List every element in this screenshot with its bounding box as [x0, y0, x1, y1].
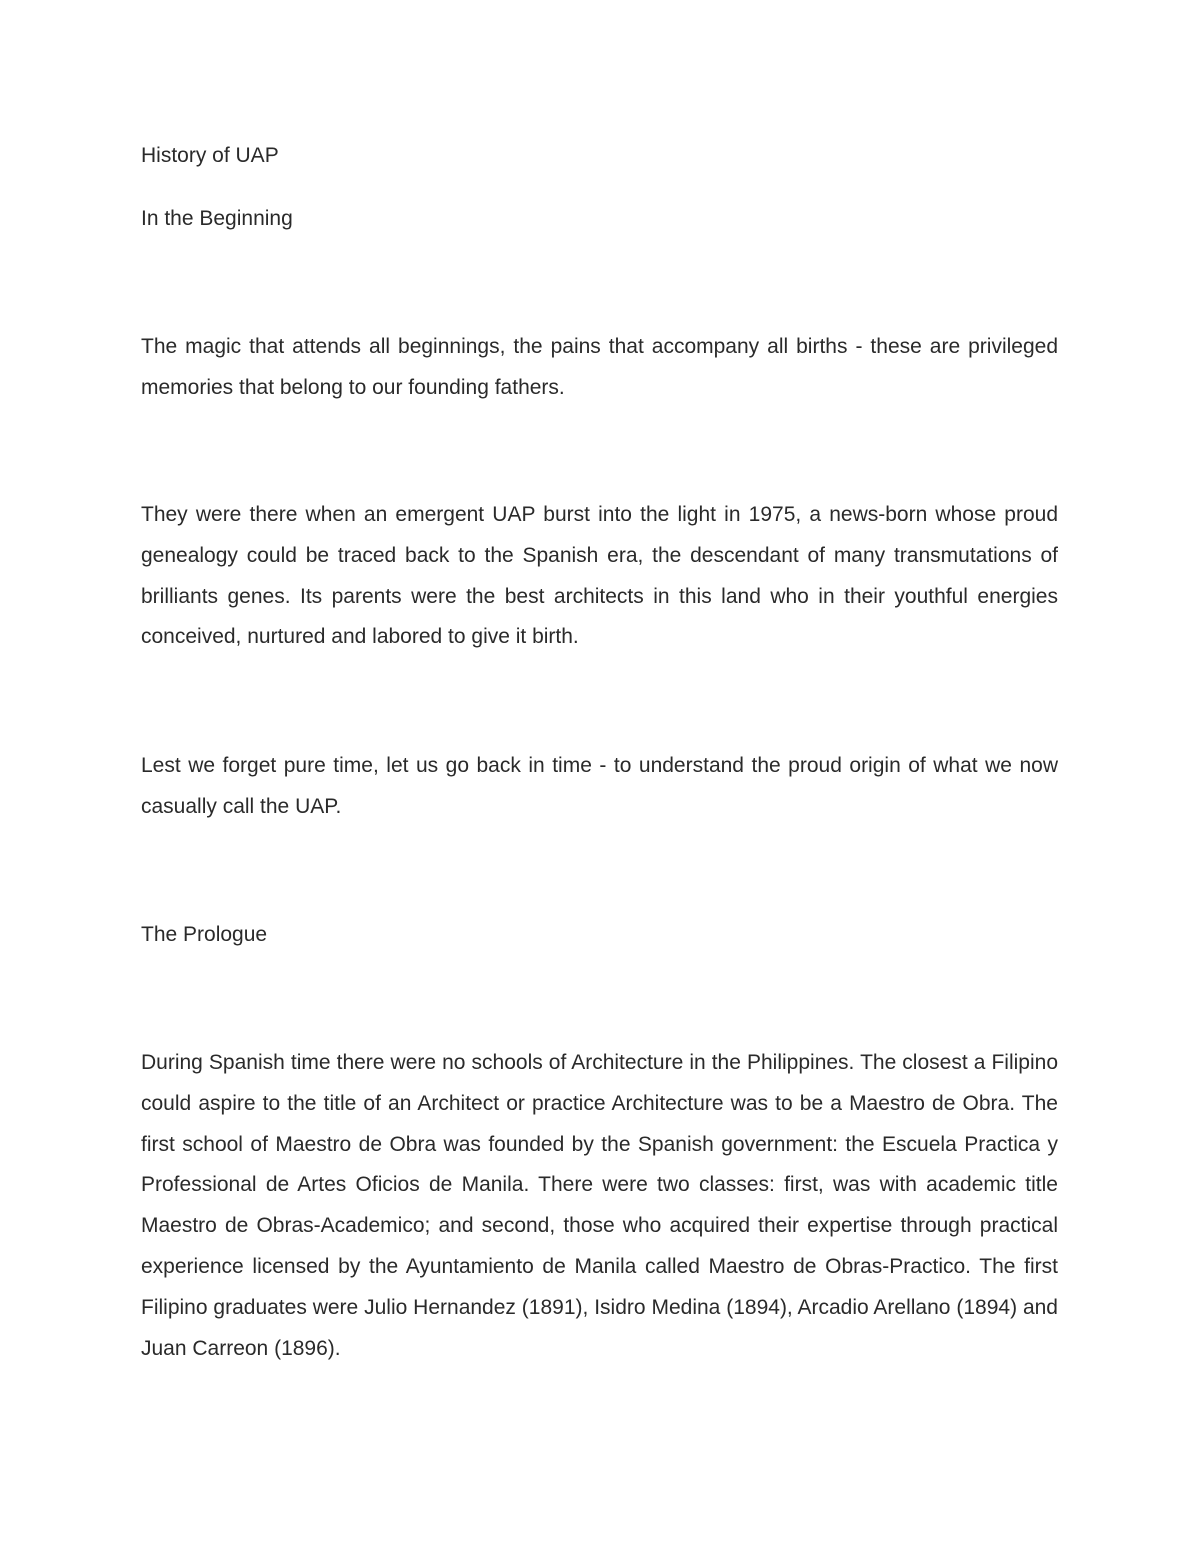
paragraph-lest-we-forget: Lest we forget pure time, let us go back in time - to understand the proud origin of what we now casually call the UAP. — [141, 754, 1058, 818]
paragraph-spanish-time: During Spanish time there were no schools of Architecture in the Philippines. The closest a Filipino could aspire to the title of an Architect or practice Architecture was to be a Maestro de Obra. The first school of Maestro de Obra was founded by the Spanish government: the Escuela Practica y Professional de Artes Oficios de Manila. There were two classes: first, was with academic title Maestro de Obras-Academico; and second, those who acquired their expertise through practical experience licensed by the Ayuntamiento de Manila called Maestro de Obras-Practico. The first Filipino graduates were Julio Hernandez (1891), Isidro Medina (1894), Arcadio Arellano (1894) and Juan Carreon (1896). — [141, 1051, 1058, 1360]
document-title: History of UAP — [141, 144, 279, 167]
paragraph-they-were-there: They were there when an emergent UAP burst into the light in 1975, a news-born whose proud genealogy could be traced back to the Spanish era, the descendant of many transmutations of brilliants genes. Its parents were the best architects in this land who in their youthful energies conceived, nurtured and labored to give it birth. — [141, 503, 1058, 649]
section-heading-beginning: In the Beginning — [141, 207, 293, 230]
section-heading-prologue: The Prologue — [141, 923, 268, 946]
paragraph-magic: The magic that attends all beginnings, the pains that accompany all births - these are privileged memories that belong to our founding fathers. — [141, 335, 1058, 399]
document-page — [141, 0, 1058, 1553]
